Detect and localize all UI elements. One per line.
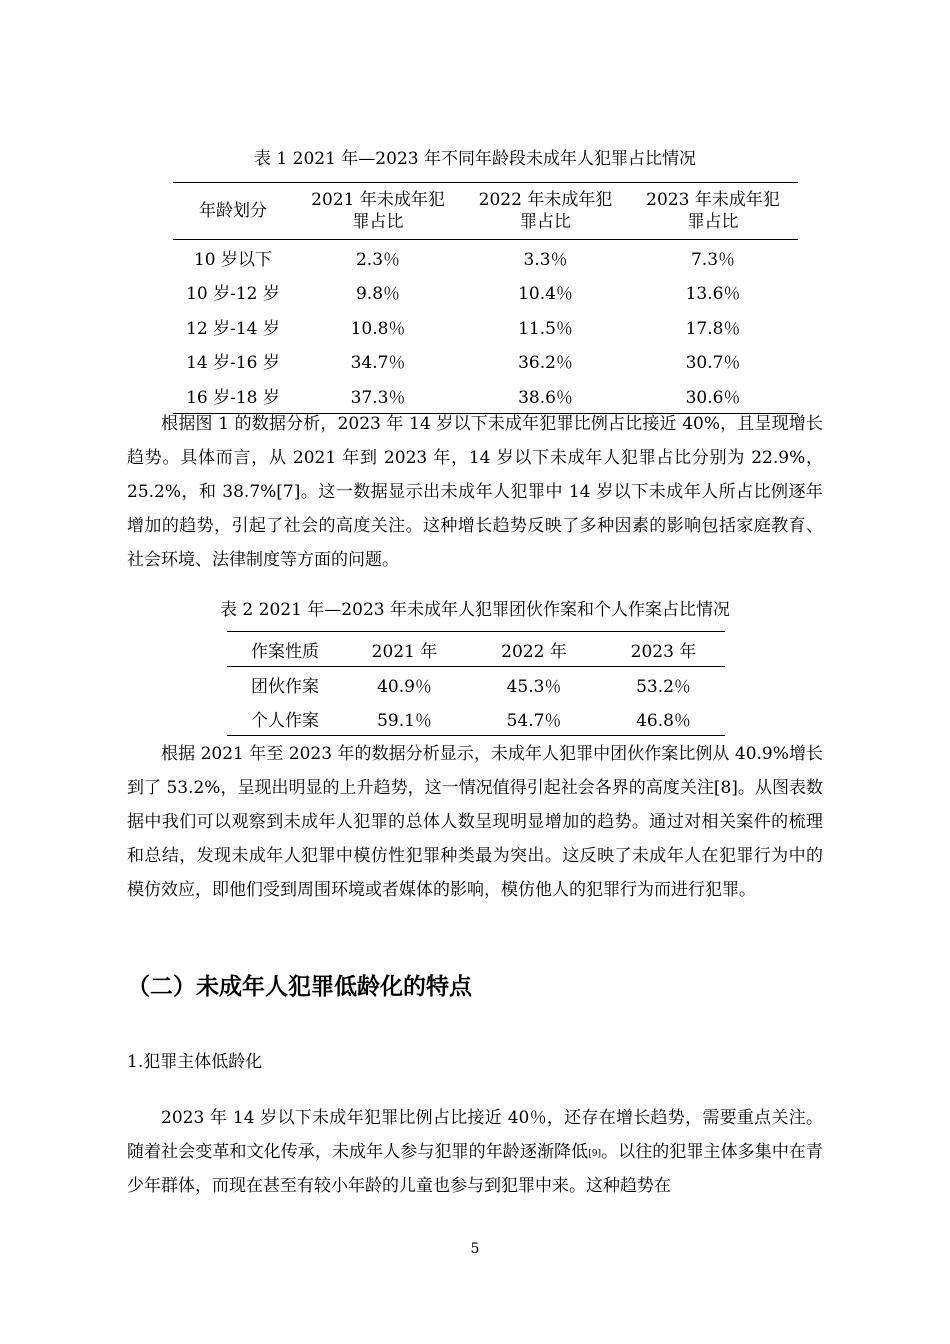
subsection-heading: 1.犯罪主体低龄化 xyxy=(127,1052,263,1072)
table2 xyxy=(227,631,725,736)
table-cell: 10 岁-12 岁 xyxy=(186,284,280,305)
table1-header-row xyxy=(173,183,798,240)
table1-header-cell: 年龄划分 xyxy=(173,183,293,240)
table-cell: 54.7％ xyxy=(466,701,602,736)
table-cell: 38.6％ xyxy=(463,378,628,413)
page-number: 5 xyxy=(470,1241,480,1257)
table-cell: 团伙作案 xyxy=(251,676,319,697)
table-cell: 46.8％ xyxy=(602,701,725,736)
table-cell: 53.2％ xyxy=(636,676,691,697)
table-cell: 10.8％ xyxy=(350,318,406,339)
table2-header-cell: 2021 年 xyxy=(343,632,466,667)
body-paragraph: 根据 2021 年至 2023 年的数据分析显示，未成年人犯罪中团伙作案比例从 40.9%增长到了 53.2%，呈现出明显的上升趋势，这一情况值得引起社会各界的高度关注[8]。从图表数据中我们可以观察到未成年人犯罪的总体人数呈现明显增加的趋势。通过对相关案件的梳理和总结，发现未成年人犯罪中模仿性犯罪种类最为突出。这反映了未成年人在犯罪行为中的模仿效应，即他们受到周围环境或者媒体的影响，模仿他人的犯罪行为而进行犯罪。 xyxy=(127,744,823,900)
table-cell: 36.2％ xyxy=(518,353,573,374)
table-row xyxy=(173,275,798,310)
table-cell: 30.6％ xyxy=(628,378,798,413)
table-cell: 34.7％ xyxy=(350,353,406,374)
table1-header-cell: 2023 年未成年犯 罪占比 xyxy=(628,183,798,240)
table-cell: 17.8％ xyxy=(685,318,741,339)
table-cell: 10.4％ xyxy=(518,284,573,305)
table-cell: 11.5％ xyxy=(518,318,573,339)
table-cell: 7.3％ xyxy=(690,249,736,270)
table-cell: 12 岁-14 岁 xyxy=(186,318,280,339)
table-row xyxy=(173,309,798,344)
section-heading: （二）未成年人犯罪低龄化的特点 xyxy=(127,974,472,1000)
table-cell: 59.1％ xyxy=(343,701,466,736)
table-cell: 9.8％ xyxy=(355,284,401,305)
table-cell: 40.9％ xyxy=(377,676,432,697)
table-cell: 37.3％ xyxy=(293,378,463,413)
body-paragraph: 2023 年 14 岁以下未成年犯罪比例占比接近 40％，还存在增长趋势，需要重点关注。随着社会变革和文化传承，未成年人参与犯罪的年龄逐渐降低[9]。以往的犯罪主体多集中在青少年群体，而现在甚至有较小年龄的儿童也参与到犯罪中来。这种趋势在 xyxy=(127,1108,824,1196)
table-cell: 13.6％ xyxy=(685,284,741,305)
table2-header-cell: 作案性质 xyxy=(227,632,343,667)
table1-header-cell: 2021 年未成年犯 罪占比 xyxy=(293,183,463,240)
table-cell: 30.7％ xyxy=(685,353,741,374)
table-cell: 14 岁-16 岁 xyxy=(186,353,280,374)
table-row xyxy=(173,344,798,379)
table-row xyxy=(173,240,798,275)
table-cell: 16 岁-18 岁 xyxy=(173,378,293,413)
table1-header-cell: 2022 年未成年犯 罪占比 xyxy=(463,183,628,240)
body-paragraph: 根据图 1 的数据分析，2023 年 14 岁以下未成年犯罪比例占比接近 40%，且呈现增长趋势。具体而言，从 2021 年到 2023 年，14 岁以下未成年人犯罪占比分别为 22.9%，25.2%，和 38.7%[7]。这一数据显示出未成年人犯罪中 14 岁以下未成年人所占比例逐年增加的趋势，引起了社会的高度关注。这种增长趋势反映了多种因素的影响包括家庭教育、社会环境、法律制度等方面的问题。 xyxy=(127,414,823,570)
table1 xyxy=(173,182,798,414)
table-cell: 3.3％ xyxy=(523,249,568,270)
table2-caption: 表 2 2021 年—2023 年未成年人犯罪团伙作案和个人作案占比情况 xyxy=(220,600,730,620)
table2-header-row xyxy=(227,632,725,667)
table2-header-cell: 2022 年 xyxy=(466,632,602,667)
table-cell: 45.3％ xyxy=(506,676,562,697)
table-cell: 10 岁以下 xyxy=(193,249,273,270)
table-row xyxy=(227,667,725,702)
table1-caption: 表 1 2021 年—2023 年不同年龄段未成年人犯罪占比情况 xyxy=(254,149,696,169)
table-row xyxy=(227,701,725,736)
table-cell: 2.3％ xyxy=(355,249,401,270)
table-cell: 个人作案 xyxy=(227,701,343,736)
citation-ref: [9] xyxy=(588,1149,601,1159)
table2-header-cell: 2023 年 xyxy=(602,632,725,667)
